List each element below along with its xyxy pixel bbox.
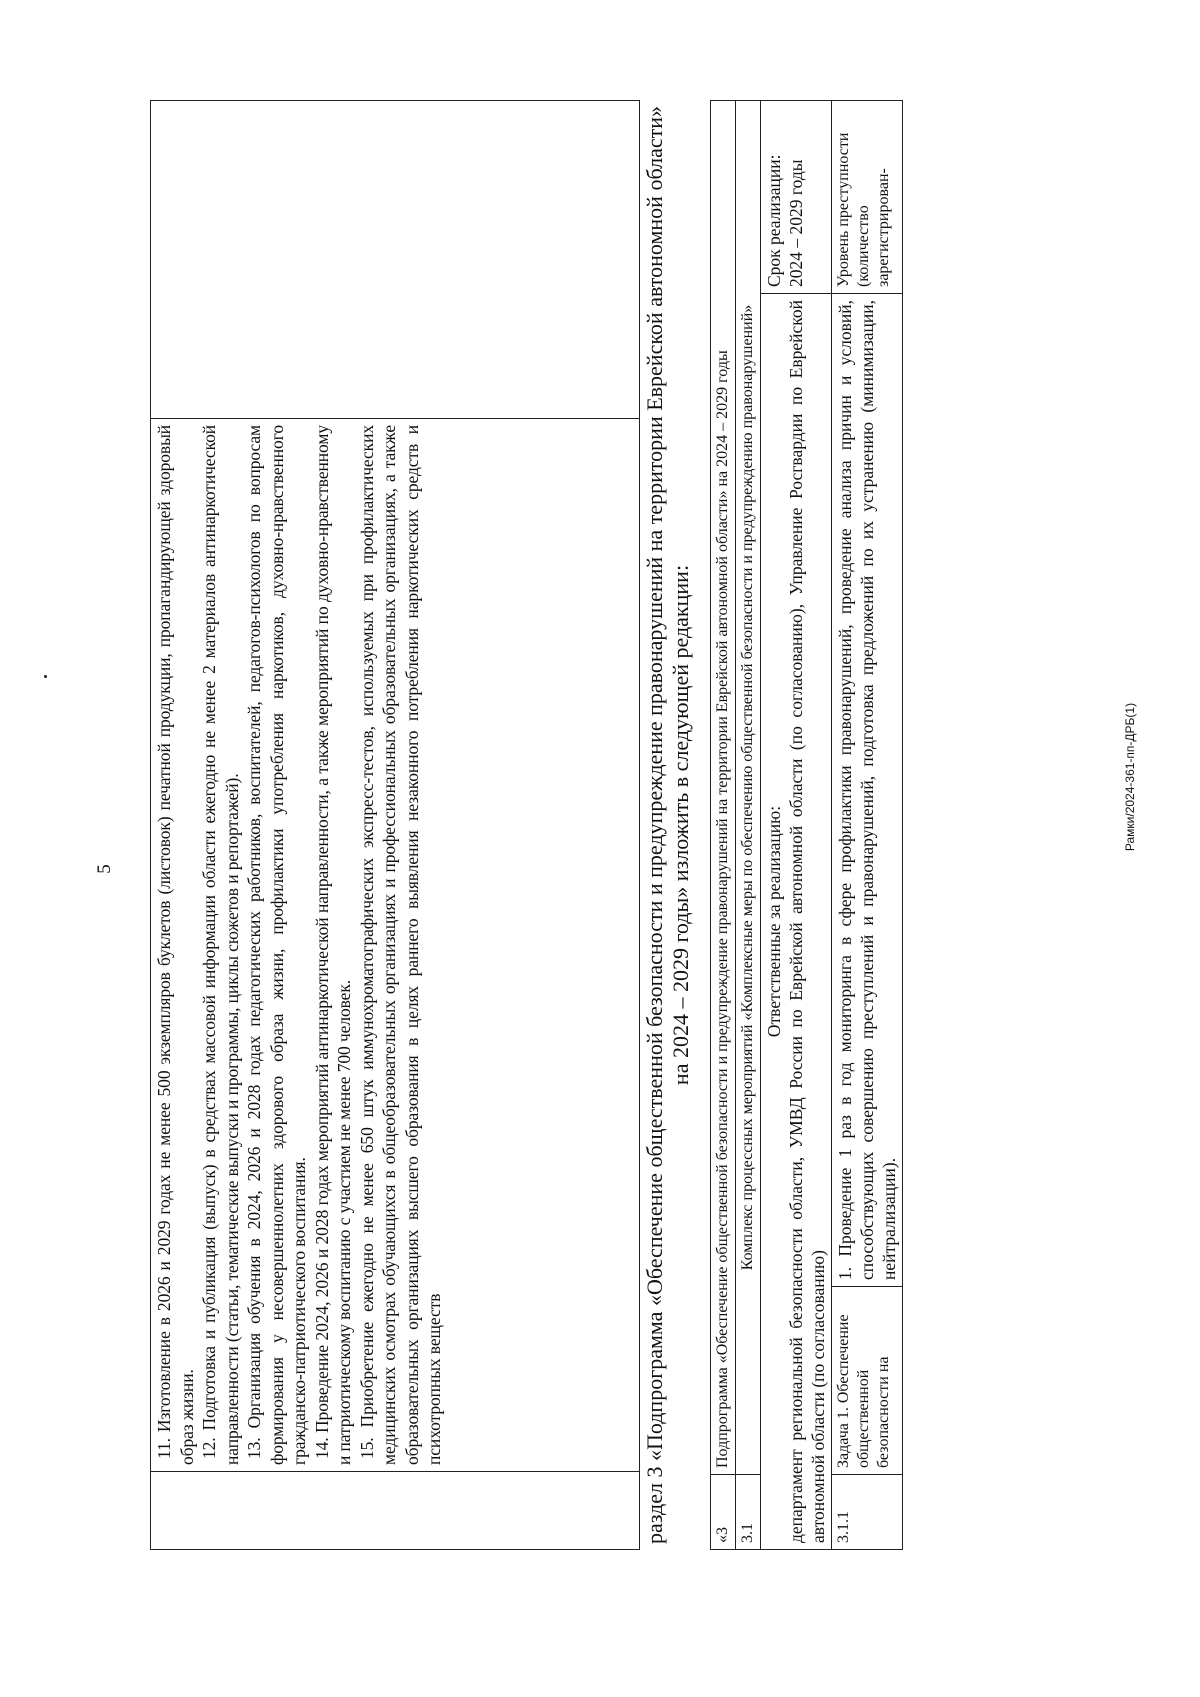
program-table <box>710 100 903 1550</box>
list-item: 13. Организация обучения в 2024, 2026 и 2028 годах педагогических работников, воспитателей, педагогов-психологов по вопросам формирования у несовершеннолетних здорового образа жизни, профилактики употребления наркотиков, духовно-нравственного гражданско-патриотического воспитания. <box>244 425 309 1465</box>
table-row <box>151 101 640 1550</box>
page-number: 5 <box>94 864 115 874</box>
responsible-label: Ответственные за реализацию: <box>764 805 784 1038</box>
empty-number-cell <box>151 1472 640 1550</box>
table-row <box>832 101 903 1550</box>
responsible-text: департамент региональной безопасности области, УМВД России по Еврейской автономной области (по согласованию), Управление Росгвардии по Еврейской автономной области (по согласованию) <box>786 300 828 1543</box>
row-number: 3.1 <box>736 1475 761 1550</box>
table-row <box>711 101 736 1550</box>
row-number: «3 <box>711 1475 736 1550</box>
table-row <box>761 101 832 1550</box>
continuation-table <box>150 100 640 1550</box>
indicator-cell: Уровень преступности (количество зарегистрирован- <box>832 101 903 294</box>
subprogram-title: Подпрограмма «Обеспечение общественной безопасности и предупреждение правонарушений на территории Еврейской автономной области» на 2024 – 2029 годы <box>711 101 736 1475</box>
complex-title: Комплекс процессных мероприятий «Комплексные меры по обеспечению общественной безопасности и предупреждению правонарушений» <box>736 101 761 1475</box>
period-cell <box>761 101 832 294</box>
period-label: Срок реализации: <box>764 154 784 287</box>
list-item: 15. Приобретение ежегодно не менее 650 штук иммунохроматографических экспресс-тестов, используемых при профилактических медицинских осмотрах обучающихся в общеобразовательных организациях и профессиональных образовательных организациях, а также образовательных организациях высшего образования в целях раннего выявления незаконного потребления наркотических средств и психотропных веществ <box>356 425 444 1465</box>
rotated-content <box>150 100 1030 1550</box>
table-row <box>736 101 761 1550</box>
section-heading: раздел 3 «Подпрограмма «Обеспечение общественной безопасности и предупреждение правонарушений на территории Еврейской автономной области» на 2024 – 2029 годы» изложить в следующей редакции: <box>642 106 693 1545</box>
responsible-cell <box>761 294 832 1550</box>
measure-cell: 1. Проведение 1 раз в год мониторинга в сфере профилактики правонарушений, проведение анализа причин и условий, способствующих совершению преступлений и правонарушений, подготовка предложений по их устранению (минимизации, нейтрализации). <box>832 294 903 1287</box>
task-cell: Задача 1. Обеспечение общественной безопасности на <box>832 1287 903 1475</box>
footer-document-code: Рамки/2024-361-пп-ДРБ(1) <box>1123 702 1137 852</box>
list-item: 12. Подготовка и публикация (выпуск) в средствах массовой информации области ежегодно не менее 2 материалов антинаркотической направленности (статьи, тематические выпуски и программы, циклы сюжетов и репортажей). <box>199 425 242 1465</box>
row-number: 3.1.1 <box>832 1475 903 1550</box>
measures-cell <box>151 419 640 1472</box>
empty-indicator-cell <box>151 101 640 419</box>
scan-dot <box>44 675 47 678</box>
list-item: 11. Изготовление в 2026 и 2029 годах не менее 500 экземпляров буклетов (листовок) печатной продукции, пропагандирующей здоровый образ жизни. <box>154 425 197 1465</box>
period-value: 2024 – 2029 годы <box>786 159 806 287</box>
list-item: 14. Проведение 2024, 2026 и 2028 годах мероприятий антинаркотической направленности, а также мероприятий по духовно-нравственному и патриотическому воспитанию с участием не менее 700 человек. <box>311 425 354 1465</box>
